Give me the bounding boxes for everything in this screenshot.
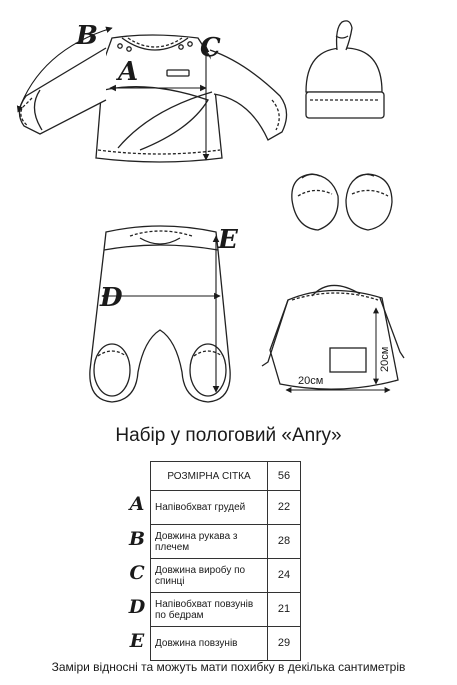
row-letter-e: E	[129, 630, 145, 652]
footnote: Заміри відносні та можуть мати похибку в декілька сантиметрів	[51, 660, 406, 674]
measurement-value: 24	[268, 559, 301, 593]
measurement-label: Довжина повзунів	[151, 627, 268, 661]
measurement-value: 22	[268, 491, 301, 525]
table-row	[151, 627, 301, 661]
row-letter-a: A	[129, 493, 145, 515]
measurement-label: Довжина виробу по спинці	[151, 559, 268, 593]
table-row	[151, 491, 301, 525]
measurement-value: 29	[268, 627, 301, 661]
hat-illustration	[306, 21, 384, 118]
letter-b: B	[76, 21, 98, 51]
page-title: Набір у пологовий «Anry»	[115, 425, 342, 446]
table-row	[151, 593, 301, 627]
size-table-header	[151, 462, 301, 491]
letter-c: C	[200, 33, 221, 63]
romper-illustration	[90, 226, 230, 402]
measurement-label: Довжина рукава з плечем	[151, 525, 268, 559]
row-letter-b: B	[128, 528, 146, 550]
size-table-header-value: 56	[268, 462, 301, 491]
row-letter-d: D	[128, 596, 146, 618]
measurement-value: 28	[268, 525, 301, 559]
letter-e: E	[218, 225, 238, 255]
measurement-value: 21	[268, 593, 301, 627]
table-row	[151, 525, 301, 559]
measurement-label: Напівобхват повзунів по бедрам	[151, 593, 268, 627]
letter-d: D	[100, 283, 123, 313]
row-letter-c: C	[129, 562, 145, 584]
size-table	[150, 461, 301, 661]
measurement-label: Напівобхват грудей	[151, 491, 268, 525]
size-table-header-label: РОЗМІРНА СІТКА	[151, 462, 268, 491]
bag-height-label: 20см	[379, 346, 391, 372]
mittens-illustration	[292, 174, 392, 230]
letter-a: A	[118, 57, 139, 87]
table-row	[151, 559, 301, 593]
bag-illustration	[262, 285, 404, 389]
bag-width-label: 20см	[298, 375, 324, 387]
